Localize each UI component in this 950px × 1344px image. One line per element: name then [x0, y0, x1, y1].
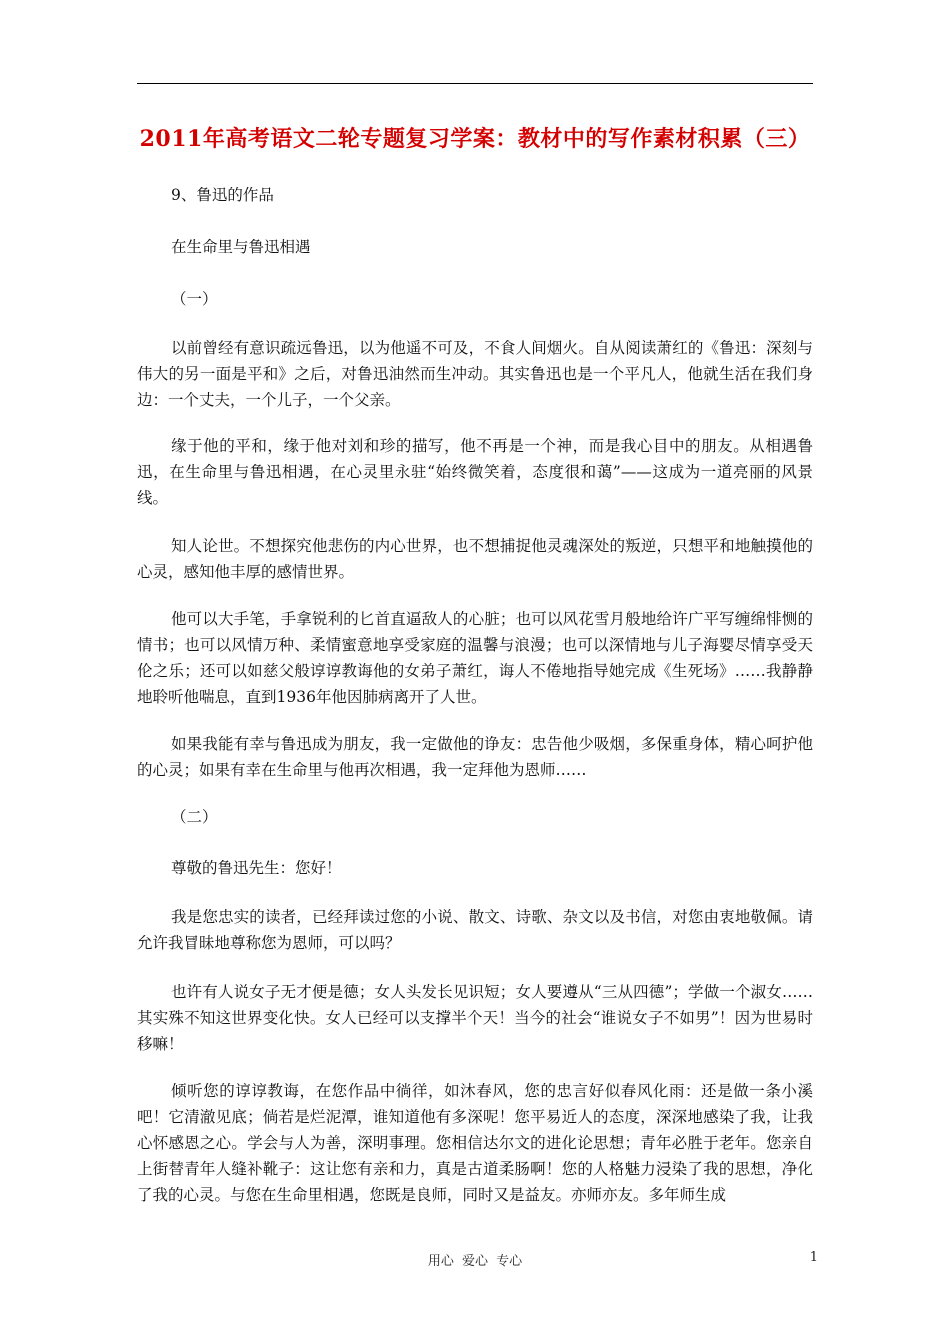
- paragraph: 知人论世。不想探究他悲伤的内心世界，也不想捕捉他灵魂深处的叛逆，只想平和地触摸他的心灵，感知他丰厚的感情世界。: [137, 537, 813, 581]
- section-heading: 9、鲁迅的作品: [171, 186, 274, 204]
- paragraph: 缘于他的平和，缘于他对刘和珍的描写，他不再是一个神，而是我心目中的朋友。从相遇鲁迅，在生命里与鲁迅相遇，在心灵里永驻“始终微笑着，态度很和蔼”——这成为一道亮丽的风景线。: [137, 437, 813, 507]
- paragraph: 如果我能有幸与鲁迅成为朋友，我一定做他的诤友：忠告他少吸烟，多保重身体，精心呵护他的心灵；如果有幸在生命里与他再次相遇，我一定拜他为恩师……: [137, 735, 813, 779]
- letter-salutation: 尊敬的鲁迅先生：您好！: [171, 859, 342, 877]
- paragraph: 倾听您的谆谆教诲，在您作品中徜徉，如沐春风，您的忠言好似春风化雨：还是做一条小溪吧！它清澈见底；倘若是烂泥潭，谁知道他有多深呢！您平易近人的态度，深深地感染了我，让我心怀感恩之心。学会与人为善，深明事理。您相信达尔文的进化论思想；青年必胜于老年。您亲自上街替青年人缝补靴子：这让您有亲和力，真是古道柔肠啊！您的人格魅力浸染了我的思想，净化了我的心灵。与您在生命里相遇，您既是良师，同时又是益友。亦师亦友。多年师生成: [137, 1082, 813, 1204]
- essay-title: 在生命里与鲁迅相遇: [171, 238, 311, 256]
- part-marker: （一）: [171, 290, 218, 308]
- paragraph: 也许有人说女子无才便是德；女人头发长见识短；女人要遵从“三从四德”；学做一个淑女……其实殊不知这世界变化快。女人已经可以支撑半个天！当今的社会“谁说女子不如男”！因为世易时移嘛！: [137, 983, 813, 1053]
- paragraph: 我是您忠实的读者，已经拜读过您的小说、散文、诗歌、杂文以及书信，对您由衷地敬佩。请允许我冒昧地尊称您为恩师，可以吗？: [137, 908, 813, 952]
- footer-slogan: 用心 爱心 专心: [427, 1254, 523, 1269]
- part-marker: （二）: [171, 808, 218, 826]
- paragraph: 以前曾经有意识疏远鲁迅，以为他遥不可及，不食人间烟火。自从阅读萧红的《鲁迅：深刻与伟大的另一面是平和》之后，对鲁迅油然而生冲动。其实鲁迅也是一个平凡人，他就生活在我们身边：一个丈夫，一个儿子，一个父亲。: [137, 339, 813, 409]
- document-title: 2011年高考语文二轮专题复习学案：教材中的写作素材积累（三）: [139, 126, 811, 152]
- paragraph: 他可以大手笔，手拿锐利的匕首直逼敌人的心脏；也可以风花雪月般地给许广平写缠绵悱恻的情书；也可以风情万种、柔情蜜意地享受家庭的温馨与浪漫；也可以深情地与儿子海婴尽情享受天伦之乐；还可以如慈父般谆谆教诲他的女弟子萧红，诲人不倦地指导她完成《生死场》……我静静地聆听他喘息，直到1936年他因肺病离开了人世。: [137, 610, 813, 706]
- header-rule: [137, 83, 813, 84]
- page-number: 1: [809, 1250, 818, 1265]
